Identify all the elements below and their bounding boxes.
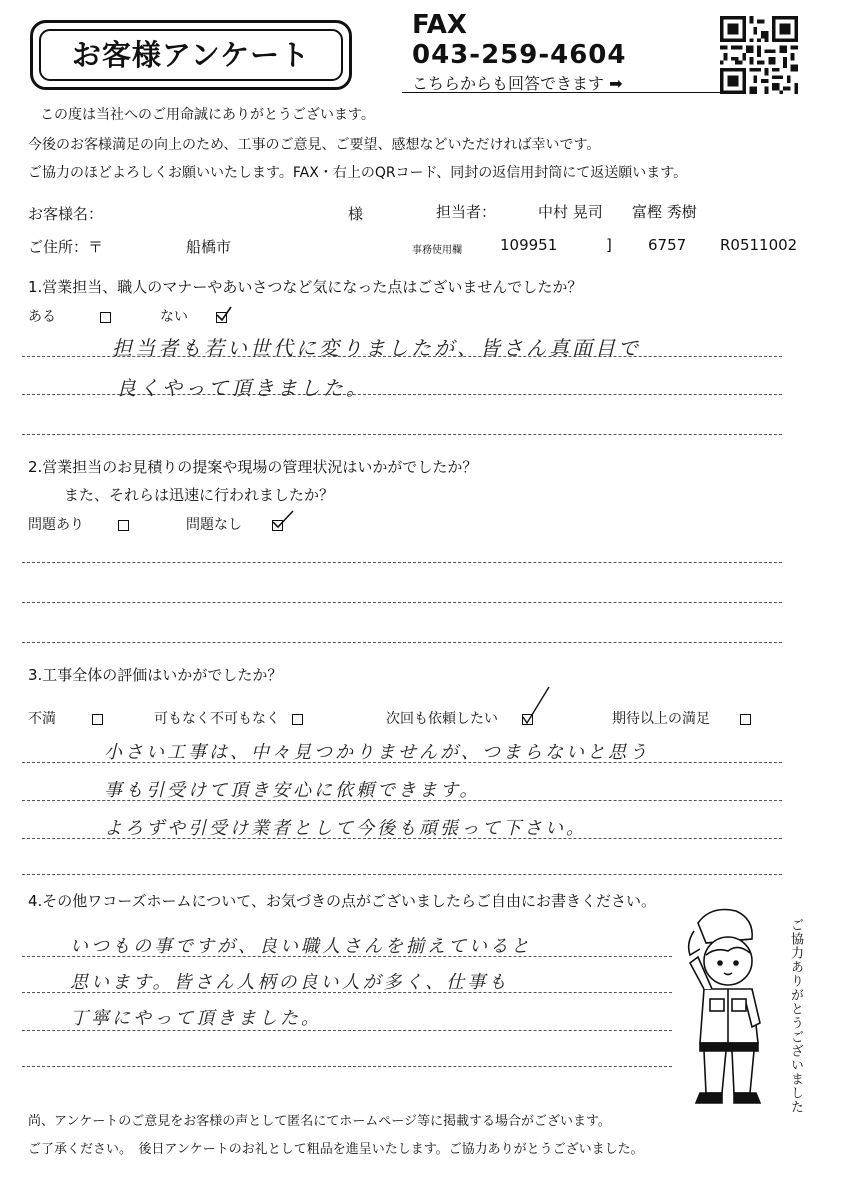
fax-label: FAX	[412, 10, 467, 40]
q4-handwritten-1: いつもの事ですが、良い職人さんを揃えていると	[70, 936, 532, 957]
office-code-3: R0511002	[720, 236, 798, 254]
staff-name-1: 中村 晃司	[538, 203, 603, 221]
q3-option-b-label: 可もなく不可もなく	[154, 711, 280, 727]
intro-line-3: ご協力のほどよろしくお願いいたします。FAX・右上のQRコード、同封の返信用封筒にて返送願います。	[28, 165, 688, 181]
q3-handwritten-2: 事も引受けて頂き安心に依頼できます。	[104, 780, 481, 801]
q2-option-a	[28, 514, 129, 534]
q4-question: 4.その他ワコーズホームについて、お気づきの点がございましたらご自由にお書きください。	[28, 892, 656, 910]
q2-question-1: 2.営業担当のお見積りの提案や現場の管理状況はいかがでしたか？	[28, 458, 478, 476]
fax-number: 043-259-4604	[412, 40, 627, 70]
q1-question: 1.営業担当、職人のマナーやあいさつなど気になった点はございませんでしたか？	[28, 278, 583, 296]
q1-checkbox-b[interactable]	[216, 312, 227, 323]
q3-option-d	[612, 708, 751, 728]
q2-option-b	[186, 514, 283, 534]
qr-code-icon	[720, 16, 798, 94]
q3-handwritten-1: 小さい工事は、中々見つかりませんが、つまらないと思う	[104, 742, 650, 763]
q4-answer-line-3	[22, 1030, 672, 1031]
q1-option-a-label: ある	[28, 309, 56, 325]
q3-option-a	[28, 708, 103, 728]
footer-line-1: 尚、アンケートのご意見をお客様の声として匿名にてホームページ等に掲載する場合がございます。	[28, 1114, 611, 1129]
office-bracket: ]	[606, 236, 612, 254]
checkmark-icon	[521, 685, 551, 727]
office-code-2: 6757	[648, 236, 687, 254]
q3-checkbox-d[interactable]	[740, 714, 751, 725]
thanks-vertical-text: ご協力ありがとうございました	[788, 918, 803, 1114]
q3-option-c-label: 次回も依頼したい	[386, 711, 498, 727]
office-use-label: 事務使用欄	[412, 245, 462, 256]
q2-option-a-label: 問題あり	[28, 517, 84, 533]
q3-checkbox-b[interactable]	[292, 714, 303, 725]
customer-name-label: お客様名：	[28, 205, 104, 223]
q2-answer-line-3	[22, 642, 782, 643]
intro-line-2: 今後のお客様満足の向上のため、工事のご意見、ご要望、感想などいただければ幸いです。	[28, 137, 601, 153]
q3-option-a-label: 不満	[28, 711, 56, 727]
q4-answer-line-4	[22, 1066, 672, 1067]
q3-handwritten-3: よろずや引受け業者として今後も頑張って下さい。	[104, 818, 587, 839]
q2-answer-line-1	[22, 562, 782, 563]
intro-line-1: この度は当社へのご用命誠にありがとうございます。	[40, 107, 375, 123]
footer-line-2: ご了承ください。 後日アンケートのお礼として粗品を進呈いたします。ご協力ありがとうございました。	[28, 1142, 644, 1157]
checkmark-icon	[215, 305, 233, 323]
staff-label: 担当者：	[436, 203, 497, 221]
q1-handwritten-2: 良くやって頂きました。	[116, 376, 369, 400]
survey-title: お客様アンケート	[71, 38, 311, 72]
q1-option-b-label: ない	[160, 309, 188, 325]
q3-answer-line-4	[22, 874, 782, 875]
q3-question: 3.工事全体の評価はいかがでしたか？	[28, 666, 283, 684]
q1-handwritten-1: 担当者も若い世代に変りましたが、皆さん真面目で	[112, 336, 641, 360]
q2-checkbox-b[interactable]	[272, 520, 283, 531]
staff-name-2: 富樫 秀樹	[632, 203, 697, 221]
q3-checkbox-c[interactable]	[522, 714, 533, 725]
q3-option-b	[154, 708, 303, 728]
q3-option-c	[386, 708, 533, 728]
q2-checkbox-a[interactable]	[118, 520, 129, 531]
q3-option-d-label: 期待以上の満足	[612, 711, 710, 727]
q2-option-b-label: 問題なし	[186, 517, 242, 533]
q1-option-b	[160, 306, 227, 326]
address-label: ご住所：〒	[28, 238, 104, 256]
q1-checkbox-a[interactable]	[100, 312, 111, 323]
office-code-1: 109951	[500, 236, 558, 254]
q2-question-2: また、それらは迅速に行われましたか？	[64, 486, 335, 504]
q2-answer-line-2	[22, 602, 782, 603]
q3-checkbox-a[interactable]	[92, 714, 103, 725]
worker-illustration	[676, 903, 776, 1113]
fax-note: こちらからも回答できます ➡	[412, 74, 623, 93]
q1-option-a	[28, 306, 111, 326]
q4-handwritten-3: 丁寧にやって頂きました。	[70, 1008, 322, 1029]
checkmark-icon	[271, 509, 295, 531]
address-city: 船橋市	[186, 238, 232, 256]
fax-underline	[402, 92, 740, 93]
q4-handwritten-2: 思います。皆さん人柄の良い人が多く、仕事も	[70, 972, 510, 993]
q1-answer-line-3	[22, 434, 782, 435]
sama-label: 様	[348, 205, 364, 223]
